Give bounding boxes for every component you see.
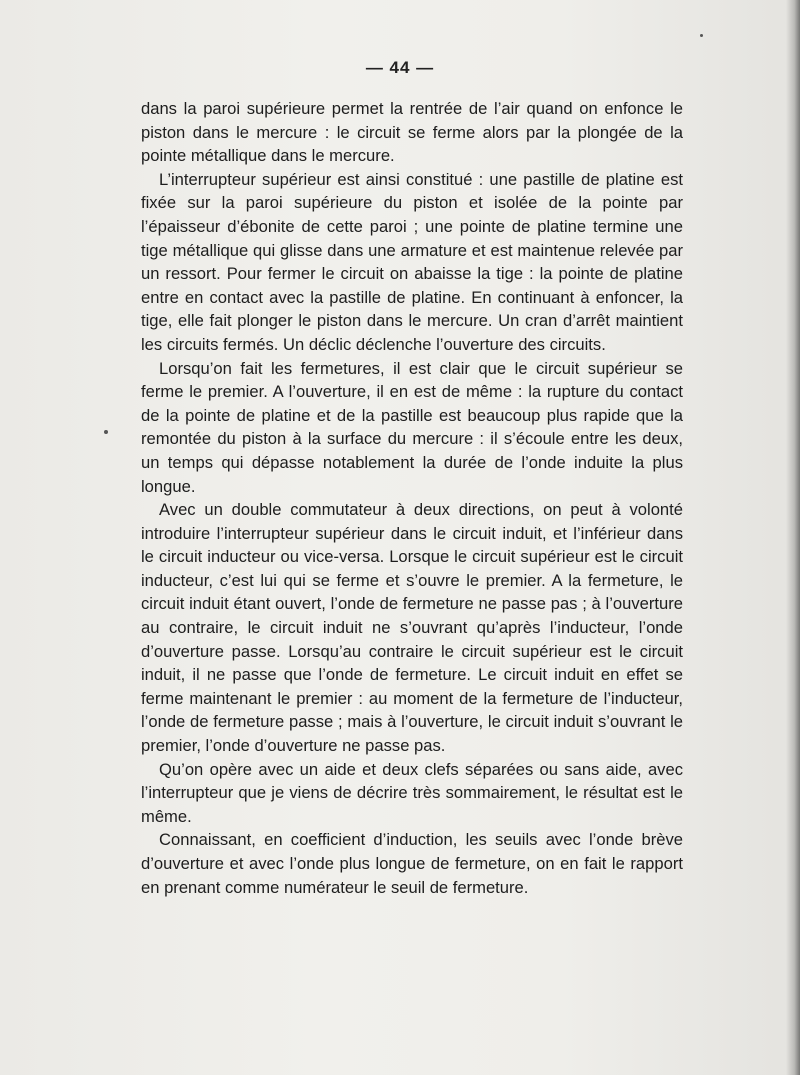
paragraph: L’interrupteur supérieur est ainsi constitué : une pastille de platine est fixée sur la paroi supérieure du piston et isolée de la pointe par l’épaisseur d’ébonite de cette paroi ; une pointe de platine termine une tige métallique qui glisse dans une armature et est maintenue relevée par un ressort. Pour fermer le circuit on abaisse la tige : la pointe de platine entre en contact avec la pastille de platine. En continuant à enfoncer, la tige, elle fait plonger le piston dans le mercure. Un cran d’arrêt maintient les circuits fermés. Un déclic déclenche l’ouverture des circuits. [141, 169, 683, 354]
body-text [141, 97, 683, 899]
paragraph: Connaissant, en coefficient d’induction, les seuils avec l’onde brève d’ouverture et avec l’onde plus longue de fermeture, on en fait le rapport en prenant comme numérateur le seuil de fermeture. [141, 830, 683, 897]
paragraph: Avec un double commutateur à deux directions, on peut à volonté introduire l’interrupteur supérieur dans le circuit induit, et l’inférieur dans le circuit inducteur ou vice-versa. Lorsque le circuit supérieur est le circuit inducteur, c’est lui qui se ferme et s’ouvre le premier. A la fermeture, le circuit induit étant ouvert, l’onde de fermeture ne passe pas ; à l’ouverture au contraire, le circuit induit ne s’ouvrant qu’après l’inducteur, l’onde d’ouverture passe. Lorsqu’au contraire le circuit supérieur est le circuit induit, il ne passe que l’onde de fermeture. Le circuit induit en effet se ferme maintenant le premier : au moment de la fermeture de l’inducteur, l’onde de fermeture passe ; mais à l’ouverture, le circuit induit s’ouvrant le premier, l’onde d’ouverture ne passe pas. [141, 500, 683, 756]
scan-speck [104, 430, 108, 434]
scan-edge-shadow [786, 0, 800, 1075]
paragraph: Lorsqu’on fait les fermetures, il est clair que le circuit supérieur se ferme le premier. A l’ouverture, il en est de même : la rupture du contact de la pointe de platine et de la pastille est beaucoup plus rapide que la remontée du piston à la surface du mercure : il s’écoule entre les deux, un temps qui dépasse notablement la durée de l’onde induite la plus longue. [141, 358, 683, 496]
paragraph: Qu’on opère avec un aide et deux clefs séparées ou sans aide, avec l’interrupteur que je viens de décrire très sommairement, le résultat est le même. [141, 759, 683, 826]
page-number: — 44 — [365, 58, 435, 77]
scan-speck [700, 34, 703, 37]
paragraph: dans la paroi supérieure permet la rentrée de l’air quand on enfonce le piston dans le mercure : le circuit se ferme alors par la plongée de la pointe métallique dans le mercure. [141, 99, 683, 166]
